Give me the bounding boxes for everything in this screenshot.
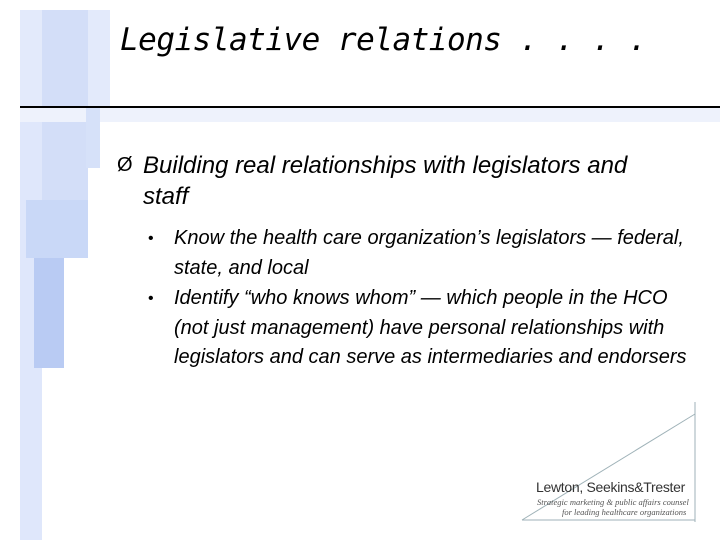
title-divider bbox=[20, 106, 720, 108]
main-bullet-text: Building real relationships with legislators and staff bbox=[143, 152, 628, 210]
main-bullet bbox=[117, 150, 677, 212]
logo-tagline-2: for leading healthcare organizations bbox=[562, 507, 687, 517]
slide-title: Legislative relations . . . . bbox=[120, 22, 647, 58]
dot-bullet-icon: • bbox=[148, 230, 154, 247]
arrow-bullet-icon: Ø bbox=[117, 154, 133, 176]
decor-block-6 bbox=[20, 108, 720, 122]
decor-block-4 bbox=[26, 200, 88, 258]
sub-bullet-text: Know the health care organization’s legislators — federal, state, and local bbox=[174, 227, 684, 279]
decor-block-7 bbox=[86, 108, 100, 168]
dot-bullet-icon: • bbox=[148, 290, 154, 307]
decor-block-5 bbox=[34, 258, 64, 368]
logo-name: Lewton, Seekins&Trester bbox=[536, 479, 685, 495]
sub-bullet-1 bbox=[148, 224, 688, 283]
sub-bullet-2 bbox=[148, 284, 688, 373]
logo-tagline-1: Strategic marketing & public affairs counsel bbox=[537, 497, 689, 507]
sub-bullet-text: Identify “who knows whom” — which people in the HCO (not just management) have personal relationships with legislators and can serve as intermediaries and endorsers bbox=[174, 287, 687, 368]
